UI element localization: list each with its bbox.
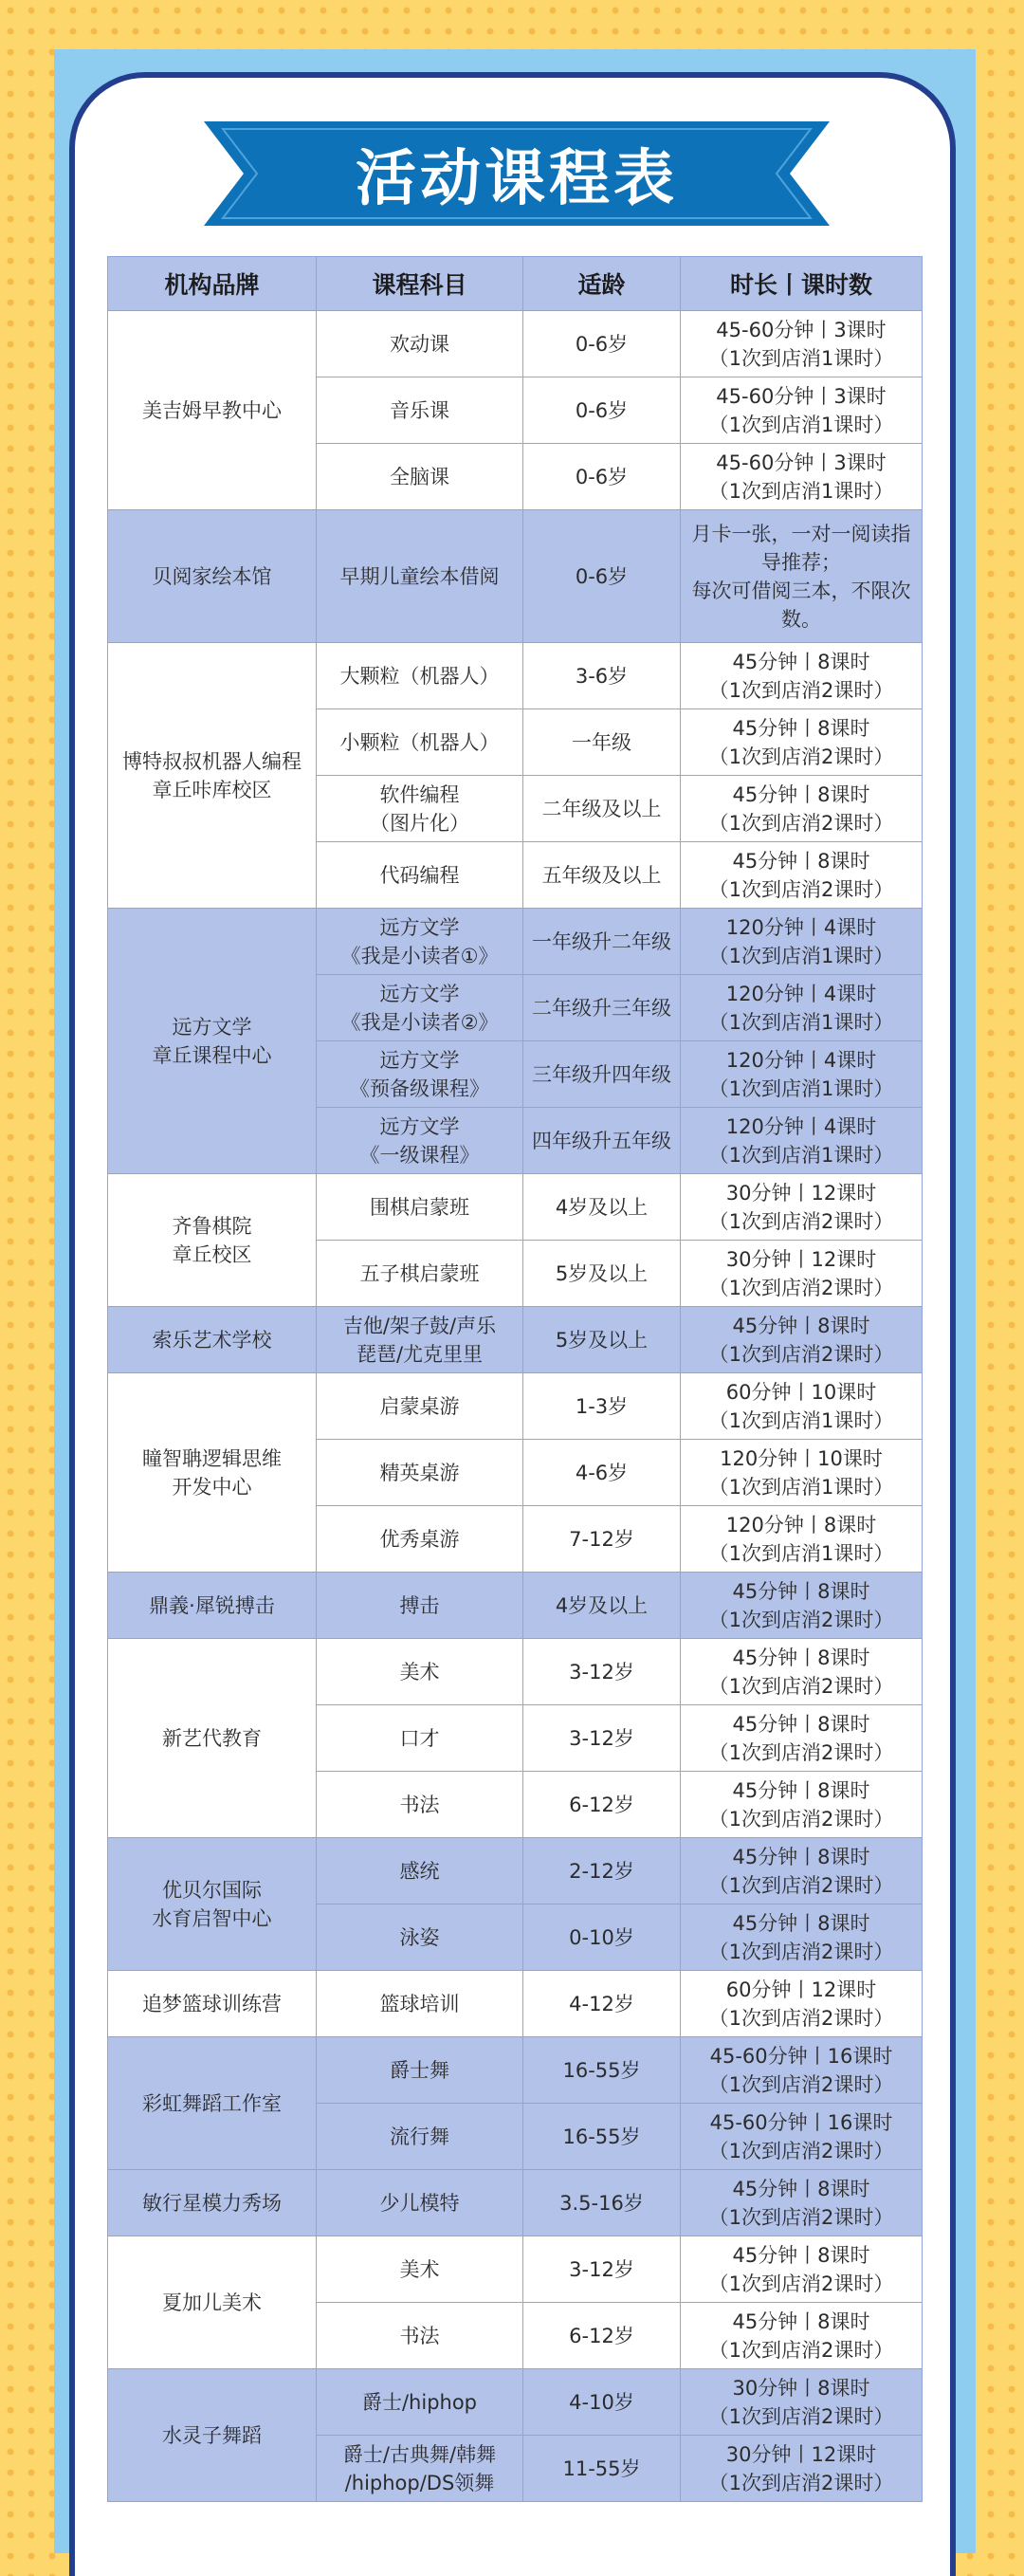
table-row [108,1174,923,1241]
duration-cell: 45-60分钟丨3课时 （1次到店消1课时） [681,377,923,444]
subject-cell: 爵士舞 [317,2037,523,2104]
age-cell: 一年级 [523,709,681,776]
duration-cell: 120分钟丨4课时 （1次到店消1课时） [681,1041,923,1108]
brand-cell: 彩虹舞蹈工作室 [108,2037,317,2170]
age-cell: 4-12岁 [523,1971,681,2037]
table-row [108,2170,923,2236]
brand-cell: 美吉姆早教中心 [108,311,317,510]
subject-cell: 远方文学 《一级课程》 [317,1108,523,1174]
age-cell: 6-12岁 [523,2303,681,2369]
subject-cell: 远方文学 《我是小读者②》 [317,975,523,1041]
duration-cell: 120分钟丨10课时 （1次到店消1课时） [681,1440,923,1506]
subject-cell: 爵士/古典舞/韩舞 /hiphop/DS领舞 [317,2436,523,2502]
duration-cell: 45分钟丨8课时 （1次到店消2课时） [681,1772,923,1838]
header-age: 适龄 [523,257,681,311]
duration-cell: 45分钟丨8课时 （1次到店消2课时） [681,709,923,776]
duration-cell: 45分钟丨8课时 （1次到店消2课时） [681,1838,923,1904]
subject-cell: 小颗粒（机器人） [317,709,523,776]
subject-cell: 搏击 [317,1573,523,1639]
duration-cell: 45分钟丨8课时 （1次到店消2课时） [681,1705,923,1772]
subject-cell: 远方文学 《我是小读者①》 [317,909,523,975]
table-row [108,1838,923,1904]
duration-cell: 45分钟丨8课时 （1次到店消2课时） [681,2303,923,2369]
duration-cell: 45分钟丨8课时 （1次到店消2课时） [681,1307,923,1373]
age-cell: 3-12岁 [523,1705,681,1772]
table-row [108,510,923,643]
duration-cell: 30分钟丨12课时 （1次到店消2课时） [681,1241,923,1307]
brand-cell: 追梦篮球训练营 [108,1971,317,2037]
subject-cell: 全脑课 [317,444,523,510]
duration-cell: 60分钟丨10课时 （1次到店消1课时） [681,1373,923,1440]
subject-cell: 精英桌游 [317,1440,523,1506]
table-row [108,2369,923,2436]
age-cell: 5岁及以上 [523,1307,681,1373]
age-cell: 3-12岁 [523,2236,681,2303]
table-row [108,1573,923,1639]
brand-cell: 瞳智聃逻辑思维 开发中心 [108,1373,317,1573]
age-cell: 3-6岁 [523,643,681,709]
schedule-table [107,256,923,2502]
age-cell: 4-10岁 [523,2369,681,2436]
subject-cell: 早期儿童绘本借阅 [317,510,523,643]
subject-cell: 美术 [317,1639,523,1705]
subject-cell: 代码编程 [317,842,523,909]
table-row [108,2236,923,2303]
table-row [108,1971,923,2037]
subject-cell: 书法 [317,2303,523,2369]
brand-cell: 优贝尔国际 水育启智中心 [108,1838,317,1971]
age-cell: 二年级升三年级 [523,975,681,1041]
duration-cell: 30分钟丨12课时 （1次到店消2课时） [681,2436,923,2502]
table-row [108,643,923,709]
table-row [108,311,923,377]
age-cell: 3.5-16岁 [523,2170,681,2236]
subject-cell: 吉他/架子鼓/声乐 琵琶/尤克里里 [317,1307,523,1373]
age-cell: 16-55岁 [523,2104,681,2170]
age-cell: 4岁及以上 [523,1573,681,1639]
header-brand: 机构品牌 [108,257,317,311]
subject-cell: 爵士/hiphop [317,2369,523,2436]
age-cell: 0-6岁 [523,510,681,643]
brand-cell: 贝阅家绘本馆 [108,510,317,643]
duration-cell: 45分钟丨8课时 （1次到店消2课时） [681,2170,923,2236]
table-row [108,1307,923,1373]
duration-cell: 45分钟丨8课时 （1次到店消2课时） [681,1639,923,1705]
age-cell: 五年级及以上 [523,842,681,909]
duration-cell: 120分钟丨4课时 （1次到店消1课时） [681,975,923,1041]
subject-cell: 篮球培训 [317,1971,523,2037]
subject-cell: 书法 [317,1772,523,1838]
duration-cell: 120分钟丨4课时 （1次到店消1课时） [681,909,923,975]
subject-cell: 启蒙桌游 [317,1373,523,1440]
subject-cell: 大颗粒（机器人） [317,643,523,709]
table-row [108,909,923,975]
subject-cell: 五子棋启蒙班 [317,1241,523,1307]
subject-cell: 流行舞 [317,2104,523,2170]
age-cell: 0-6岁 [523,444,681,510]
brand-cell: 博特叔叔机器人编程 章丘咔库校区 [108,643,317,909]
duration-cell: 30分钟丨12课时 （1次到店消2课时） [681,1174,923,1241]
age-cell: 0-10岁 [523,1904,681,1971]
brand-cell: 鼎義·犀锐搏击 [108,1573,317,1639]
brand-cell: 水灵子舞蹈 [108,2369,317,2502]
duration-cell: 60分钟丨12课时 （1次到店消2课时） [681,1971,923,2037]
age-cell: 0-6岁 [523,311,681,377]
brand-cell: 齐鲁棋院 章丘校区 [108,1174,317,1307]
subject-cell: 音乐课 [317,377,523,444]
age-cell: 四年级升五年级 [523,1108,681,1174]
table-body [108,311,923,2502]
duration-cell: 月卡一张，一对一阅读指导推荐； 每次可借阅三本，不限次数。 [681,510,923,643]
age-cell: 7-12岁 [523,1506,681,1573]
brand-cell: 敏行星模力秀场 [108,2170,317,2236]
subject-cell: 远方文学 《预备级课程》 [317,1041,523,1108]
subject-cell: 优秀桌游 [317,1506,523,1573]
header-subject: 课程科目 [317,257,523,311]
duration-cell: 45分钟丨8课时 （1次到店消2课时） [681,842,923,909]
age-cell: 6-12岁 [523,1772,681,1838]
subject-cell: 美术 [317,2236,523,2303]
duration-cell: 45-60分钟丨3课时 （1次到店消1课时） [681,311,923,377]
duration-cell: 45分钟丨8课时 （1次到店消2课时） [681,643,923,709]
duration-cell: 30分钟丨8课时 （1次到店消2课时） [681,2369,923,2436]
table-row [108,1373,923,1440]
age-cell: 3-12岁 [523,1639,681,1705]
duration-cell: 45分钟丨8课时 （1次到店消2课时） [681,1904,923,1971]
duration-cell: 45分钟丨8课时 （1次到店消2课时） [681,2236,923,2303]
duration-cell: 120分钟丨8课时 （1次到店消1课时） [681,1506,923,1573]
subject-cell: 少儿模特 [317,2170,523,2236]
age-cell: 1-3岁 [523,1373,681,1440]
age-cell: 4-6岁 [523,1440,681,1506]
age-cell: 0-6岁 [523,377,681,444]
subject-cell: 软件编程 （图片化） [317,776,523,842]
brand-cell: 索乐艺术学校 [108,1307,317,1373]
duration-cell: 45-60分钟丨16课时 （1次到店消2课时） [681,2104,923,2170]
title-banner [204,112,830,235]
brand-cell: 夏加儿美术 [108,2236,317,2369]
page-title: 活动课程表 [356,144,678,214]
age-cell: 三年级升四年级 [523,1041,681,1108]
subject-cell: 口才 [317,1705,523,1772]
duration-cell: 45分钟丨8课时 （1次到店消2课时） [681,776,923,842]
subject-cell: 泳姿 [317,1904,523,1971]
subject-cell: 感统 [317,1838,523,1904]
subject-cell: 欢动课 [317,311,523,377]
table-row [108,1639,923,1705]
duration-cell: 45分钟丨8课时 （1次到店消2课时） [681,1573,923,1639]
table-row [108,2037,923,2104]
subject-cell: 围棋启蒙班 [317,1174,523,1241]
age-cell: 2-12岁 [523,1838,681,1904]
table-header-row [108,257,923,311]
header-duration: 时长丨课时数 [681,257,923,311]
age-cell: 一年级升二年级 [523,909,681,975]
age-cell: 5岁及以上 [523,1241,681,1307]
age-cell: 二年级及以上 [523,776,681,842]
age-cell: 16-55岁 [523,2037,681,2104]
brand-cell: 远方文学 章丘课程中心 [108,909,317,1174]
age-cell: 11-55岁 [523,2436,681,2502]
duration-cell: 45-60分钟丨3课时 （1次到店消1课时） [681,444,923,510]
age-cell: 4岁及以上 [523,1174,681,1241]
brand-cell: 新艺代教育 [108,1639,317,1838]
duration-cell: 45-60分钟丨16课时 （1次到店消2课时） [681,2037,923,2104]
duration-cell: 120分钟丨4课时 （1次到店消1课时） [681,1108,923,1174]
